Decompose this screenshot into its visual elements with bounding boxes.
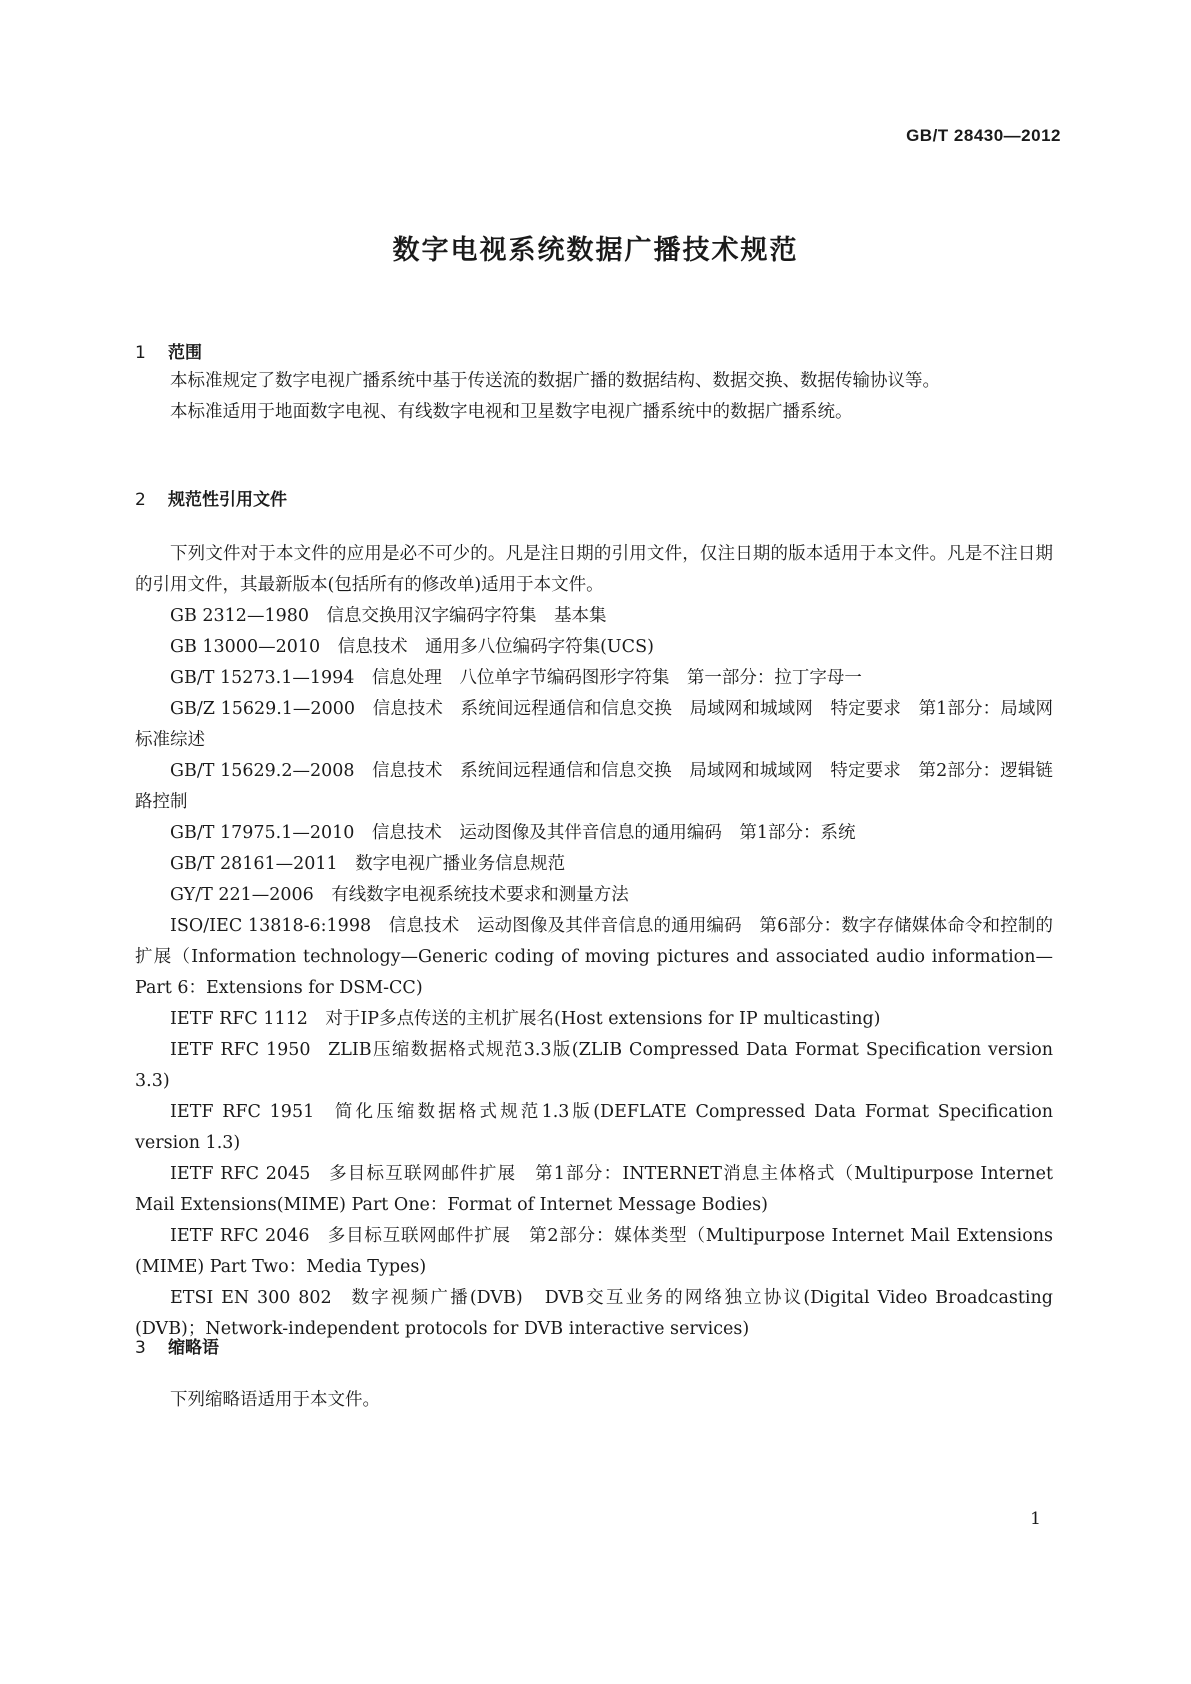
reference-title: 对于IP多点传送的主机扩展名(Host extensions for IP multicasting) xyxy=(325,1009,881,1029)
reference-title: ZLIB压缩数据格式规范3.3版(ZLIB Compressed Data Format Specification version 3.3) xyxy=(135,1040,1054,1091)
paragraph: 下列文件对于本文件的应用是必不可少的。凡是注日期的引用文件，仅注日期的版本适用于本文件。凡是不注日期的引用文件，其最新版本(包括所有的修改单)适用于本文件。 xyxy=(135,544,1053,595)
paragraph: 下列缩略语适用于本文件。 xyxy=(170,1390,380,1410)
paragraph: 本标准规定了数字电视广播系统中基于传送流的数据广播的数据结构、数据交换、数据传输协议等。 xyxy=(170,371,940,391)
reference-item xyxy=(135,756,1053,818)
section-heading-scope xyxy=(135,338,202,363)
reference-title: 信息处理 八位单字节编码图形字符集 第一部分：拉丁字母一 xyxy=(371,668,862,688)
reference-item xyxy=(135,1159,1053,1221)
document-title: 数字电视系统数据广播技术规范 xyxy=(392,235,799,266)
reference-code: GB/T 28161—2011 xyxy=(170,854,338,874)
reference-item xyxy=(135,1004,1053,1035)
reference-code: GB 2312—1980 xyxy=(170,606,309,626)
paragraph: 本标准适用于地面数字电视、有线数字电视和卫星数字电视广播系统中的数据广播系统。 xyxy=(170,402,853,422)
reference-title: 有线数字电视系统技术要求和测量方法 xyxy=(331,885,629,905)
reference-title: 信息交换用汉字编码字符集 基本集 xyxy=(326,606,607,626)
reference-item xyxy=(135,911,1053,1004)
reference-item xyxy=(135,632,1053,663)
reference-item xyxy=(135,694,1053,756)
reference-code: GB 13000—2010 xyxy=(170,637,321,657)
reference-code: IETF RFC 1951 xyxy=(170,1102,315,1122)
section-number: 3 xyxy=(135,1338,146,1358)
reference-item xyxy=(135,663,1053,694)
reference-code: IETF RFC 1112 xyxy=(170,1009,308,1029)
reference-item xyxy=(135,1097,1053,1159)
section-body-scope xyxy=(135,366,1053,428)
reference-code: ETSI EN 300 802 xyxy=(170,1288,332,1308)
reference-code: ISO/IEC 13818-6:1998 xyxy=(170,916,372,936)
section-heading-abbreviations xyxy=(135,1333,219,1358)
reference-title: 信息技术 运动图像及其伴音信息的通用编码 第1部分：系统 xyxy=(371,823,856,843)
reference-title: 信息技术 通用多八位编码字符集(UCS) xyxy=(337,637,654,657)
reference-item xyxy=(135,1283,1053,1345)
reference-title: 信息技术 系统间远程通信和信息交换 局域网和城域网 特定要求 第1部分：局域网标准综述 xyxy=(135,699,1053,750)
reference-code: GB/T 15629.2—2008 xyxy=(170,761,355,781)
section-body-normative-references xyxy=(135,539,1053,1345)
section-heading-normative-references xyxy=(135,485,287,510)
reference-title: 数字视频广播(DVB) DVB交互业务的网络独立协议(Digital Video Broadcasting (DVB)；Network-independent protocols for DVB interactive services) xyxy=(135,1288,1053,1339)
reference-title: 信息技术 运动图像及其伴音信息的通用编码 第6部分：数字存储媒体命令和控制的扩展（Information technology—Generic coding of moving pictures and associated audio information—Part 6：Extensions for DSM-CC) xyxy=(135,916,1053,998)
reference-code: GB/T 17975.1—2010 xyxy=(170,823,355,843)
reference-list xyxy=(135,601,1053,1345)
reference-title: 信息技术 系统间远程通信和信息交换 局域网和城域网 特定要求 第2部分：逻辑链路控制 xyxy=(135,761,1053,812)
reference-item xyxy=(135,880,1053,911)
reference-code: IETF RFC 1950 xyxy=(170,1040,311,1060)
reference-code: IETF RFC 2046 xyxy=(170,1226,310,1246)
section-title: 缩略语 xyxy=(168,1338,219,1358)
reference-item xyxy=(135,818,1053,849)
page-number: 1 xyxy=(1030,1509,1041,1529)
reference-item xyxy=(135,849,1053,880)
reference-item xyxy=(135,601,1053,632)
reference-title: 简化压缩数据格式规范1.3版(DEFLATE Compressed Data Format Specification version 1.3) xyxy=(135,1102,1054,1153)
reference-title: 数字电视广播业务信息规范 xyxy=(355,854,566,874)
reference-title: 多目标互联网邮件扩展 第1部分：INTERNET消息主体格式（Multipurpose Internet Mail Extensions(MIME) Part One：Format of Internet Message Bodies) xyxy=(135,1164,1054,1215)
reference-item xyxy=(135,1221,1053,1283)
section-title: 规范性引用文件 xyxy=(168,490,287,510)
reference-code: GB/Z 15629.1—2000 xyxy=(170,699,355,719)
reference-code: GB/T 15273.1—1994 xyxy=(170,668,355,688)
section-number: 1 xyxy=(135,343,146,363)
reference-title: 多目标互联网邮件扩展 第2部分：媒体类型（Multipurpose Internet Mail Extensions (MIME) Part Two：Media Types) xyxy=(135,1226,1053,1277)
section-title: 范围 xyxy=(168,343,202,363)
standard-code: GB/T 28430—2012 xyxy=(906,126,1061,145)
reference-code: GY/T 221—2006 xyxy=(170,885,314,905)
reference-code: IETF RFC 2045 xyxy=(170,1164,311,1184)
section-number: 2 xyxy=(135,490,146,510)
section-body-abbreviations xyxy=(135,1385,1053,1416)
reference-item xyxy=(135,1035,1053,1097)
